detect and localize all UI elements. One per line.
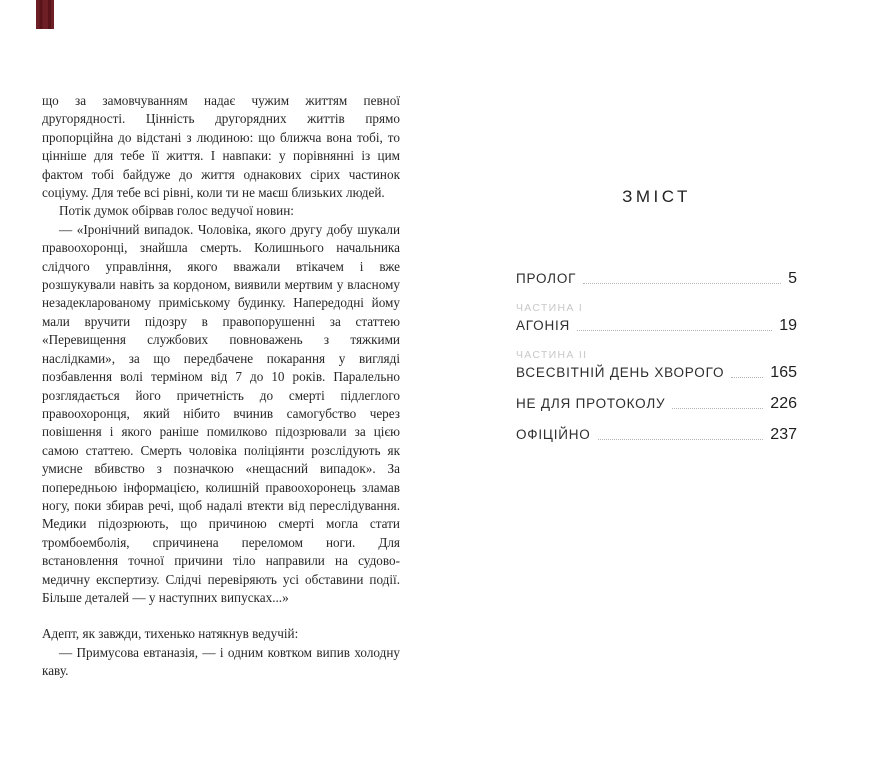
toc-dotted-leader [598, 439, 764, 440]
toc-title: ЗМІСТ [622, 187, 691, 206]
paragraph: Адепт, як завжди, тихенько натякнув ведучій: [42, 626, 299, 642]
body-text [42, 92, 400, 681]
toc-entry[interactable] [516, 318, 797, 334]
paragraph: що за замовчуванням надає чужим життям певної другорядності. Цінність другорядних життів прямо пропорційна до відстані з людиною: що ближча вона тобі, то цінніше для тебе її життя. І навпаки: у порівнянні із цим фактом тобі байдуже до життя однакових сірих частинок соціуму. Для тебе всі рівні, коли ти не маєш близьких людей. [42, 93, 400, 201]
toc-page-number: 226 [770, 395, 797, 412]
toc-entry-label: ВСЕСВІТНІЙ ДЕНЬ ХВОРОГО [516, 365, 725, 380]
toc-dotted-leader [577, 330, 772, 331]
toc-entry[interactable] [516, 271, 797, 287]
toc-page-number: 165 [770, 364, 797, 381]
toc-entry[interactable] [516, 365, 797, 381]
toc-dotted-leader [583, 283, 781, 284]
toc-page-number: 19 [779, 317, 797, 334]
toc-entry-label: ОФІЦІЙНО [516, 427, 591, 442]
toc-list [516, 271, 797, 443]
toc-entry[interactable] [516, 396, 797, 412]
toc-entry[interactable] [516, 427, 797, 443]
toc-page-number: 237 [770, 426, 797, 443]
paragraph: — Примусова евтаназія, — і одним ковтком випив холодну каву. [42, 644, 400, 679]
toc-page-number: 5 [788, 270, 797, 287]
bookmark-ribbon[interactable] [36, 0, 54, 29]
toc-part-label: ЧАСТИНА ІІ [516, 349, 588, 361]
paragraph: — «Іронічний випадок. Чоловіка, якого другу добу шукали правоохоронці, знайшла смерть. Колишнього начальника слідчого управління, якого вважали втікачем і вже розшукували навіть за кордоном, виявили мертвим у власному незадекларованому приміському будинку. Напередодні йому мали вручити підозру в правопорушенні за статтею «Перевищення службових повноважень з тяжкими наслідками», за що передбачене покарання у вигляді позбавлення волі терміном від 7 до 10 років. Паралельно розглядається його причетність до смерті підлеглого правоохоронця, який нібито вчинив самогубство через повішення і якого раніше помилково підозрювали за цією самою статтею. Смерть чоловіка поліціянти розслідують як умисне вбивство з позначкою «нещасний випадок». За попередньою інформацією, колишній правоохоронець зламав ногу, поки збирав речі, щоб надалі втекти від переслідування. Медики підозрюють, що причиною смерті могла стати тромбоемболія, спричинена переломом ноги. Для встановлення точної причини тіло направили на судово-медичну експертизу. Слідчі перевіряють усі обставини події. Більше деталей — у наступних випусках...» [42, 221, 400, 605]
toc-dotted-leader [672, 408, 763, 409]
toc-dotted-leader [731, 377, 763, 378]
toc-entry-label: АГОНІЯ [516, 318, 571, 333]
toc-part-label: ЧАСТИНА І [516, 302, 584, 314]
toc-entry-label: ПРОЛОГ [516, 271, 577, 286]
toc-entry-label: НЕ ДЛЯ ПРОТОКОЛУ [516, 396, 666, 411]
paragraph: Потік думок обірвав голос ведучої новин: [59, 203, 294, 219]
